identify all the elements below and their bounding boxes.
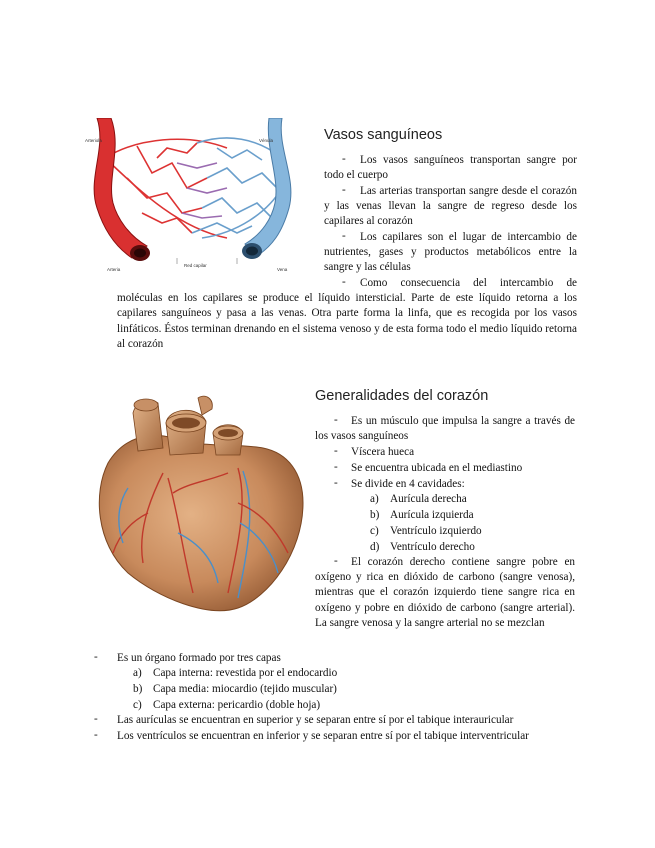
bullet-dash: - — [94, 713, 98, 725]
heart-illustration — [88, 393, 310, 623]
cavity-marker: d) — [370, 541, 380, 553]
label-arteria: Arteria — [107, 267, 121, 272]
layer-item: Capa interna: revestida por el endocardio — [153, 667, 338, 679]
paragraph-vasos-3: Los capilares son el lugar de intercambio de nutrientes, gases y productos metabólicos entre la sangre y las células — [324, 231, 577, 274]
bullet-capas: Es un órgano formado por tres capas — [117, 652, 281, 664]
layer-item: Capa media: miocardio (tejido muscular) — [153, 683, 337, 695]
paragraph-vasos-2: Las arterias transportan sangre desde el corazón y las venas llevan la sangre de regreso desde los capilares al corazón — [324, 185, 577, 228]
label-venula: Vénula — [259, 138, 274, 143]
layer-marker: b) — [133, 683, 143, 695]
bullet-dash: - — [334, 555, 338, 567]
bullet-auriculas: Las aurículas se encuentran en superior y se separan entre sí por el tabique interauricular — [117, 714, 514, 726]
bullet-dash: - — [94, 729, 98, 741]
bullet-cavidades: Se divide en 4 cavidades: — [351, 478, 465, 490]
bullet-mediastino: Se encuentra ubicada en el mediastino — [351, 462, 523, 474]
bullet-dash: - — [334, 414, 338, 426]
paragraph-vasos-4: Como consecuencia del intercambio de moléculas en los capilares se produce el líquido intersticial. Parte de este líquido retorna a los capilares sanguíneos y pasa a las venas. Otra parte forma la linfa, que es recogida por los vasos linfáticos. Éstos terminan drenando en el sistema venoso y de esta forma todo el medio líquido retorna al corazón — [117, 277, 577, 350]
bullet-dash: - — [334, 445, 338, 457]
bullet-dash: - — [342, 276, 346, 288]
cavity-item: Aurícula derecha — [390, 493, 467, 505]
paragraph-corazon-sangre: El corazón derecho contiene sangre pobre en oxígeno y rica en dióxido de carbono (sangre venosa), mientras que el corazón izquierdo tiene sangre rica en oxígeno y pobre en dióxido de carbono (sangre arterial). La sangre venosa y la sangre arterial no se mezclan — [315, 556, 575, 629]
layer-item: Capa externa: pericardio (doble hoja) — [153, 699, 321, 711]
paragraph-vasos-1: Los vasos sanguíneos transportan sangre por todo el cuerpo — [324, 154, 577, 182]
section-title-vasos: Vasos sanguíneos — [324, 127, 443, 143]
label-arteriola: Arteriola — [85, 138, 102, 143]
blood-vessels-illustration — [77, 118, 317, 278]
layer-marker: a) — [133, 667, 142, 679]
section-title-corazon: Generalidades del corazón — [315, 388, 489, 404]
layer-marker: c) — [133, 699, 142, 711]
bullet-ventriculos: Los ventrículos se encuentran en inferior y se separan entre sí por el tabique interventricular — [117, 730, 529, 742]
label-red-capilar: Red capilar — [184, 263, 207, 268]
bullet-dash: - — [342, 153, 346, 165]
bullet-viscera: Víscera hueca — [351, 446, 415, 458]
bullet-dash: - — [342, 230, 346, 242]
label-vena: Vena — [277, 267, 288, 272]
paragraph-corazon-1: Es un músculo que impulsa la sangre a través de los vasos sanguíneos — [315, 415, 575, 443]
bullet-dash: - — [334, 477, 338, 489]
cavity-item: Ventrículo izquierdo — [390, 525, 482, 537]
bullet-dash: - — [342, 184, 346, 196]
cavity-marker: c) — [370, 525, 379, 537]
cavity-marker: a) — [370, 493, 379, 505]
bullet-dash: - — [334, 461, 338, 473]
cavity-marker: b) — [370, 509, 380, 521]
bullet-dash: - — [94, 651, 98, 663]
cavity-item: Aurícula izquierda — [390, 509, 474, 521]
cavity-item: Ventrículo derecho — [390, 541, 475, 553]
